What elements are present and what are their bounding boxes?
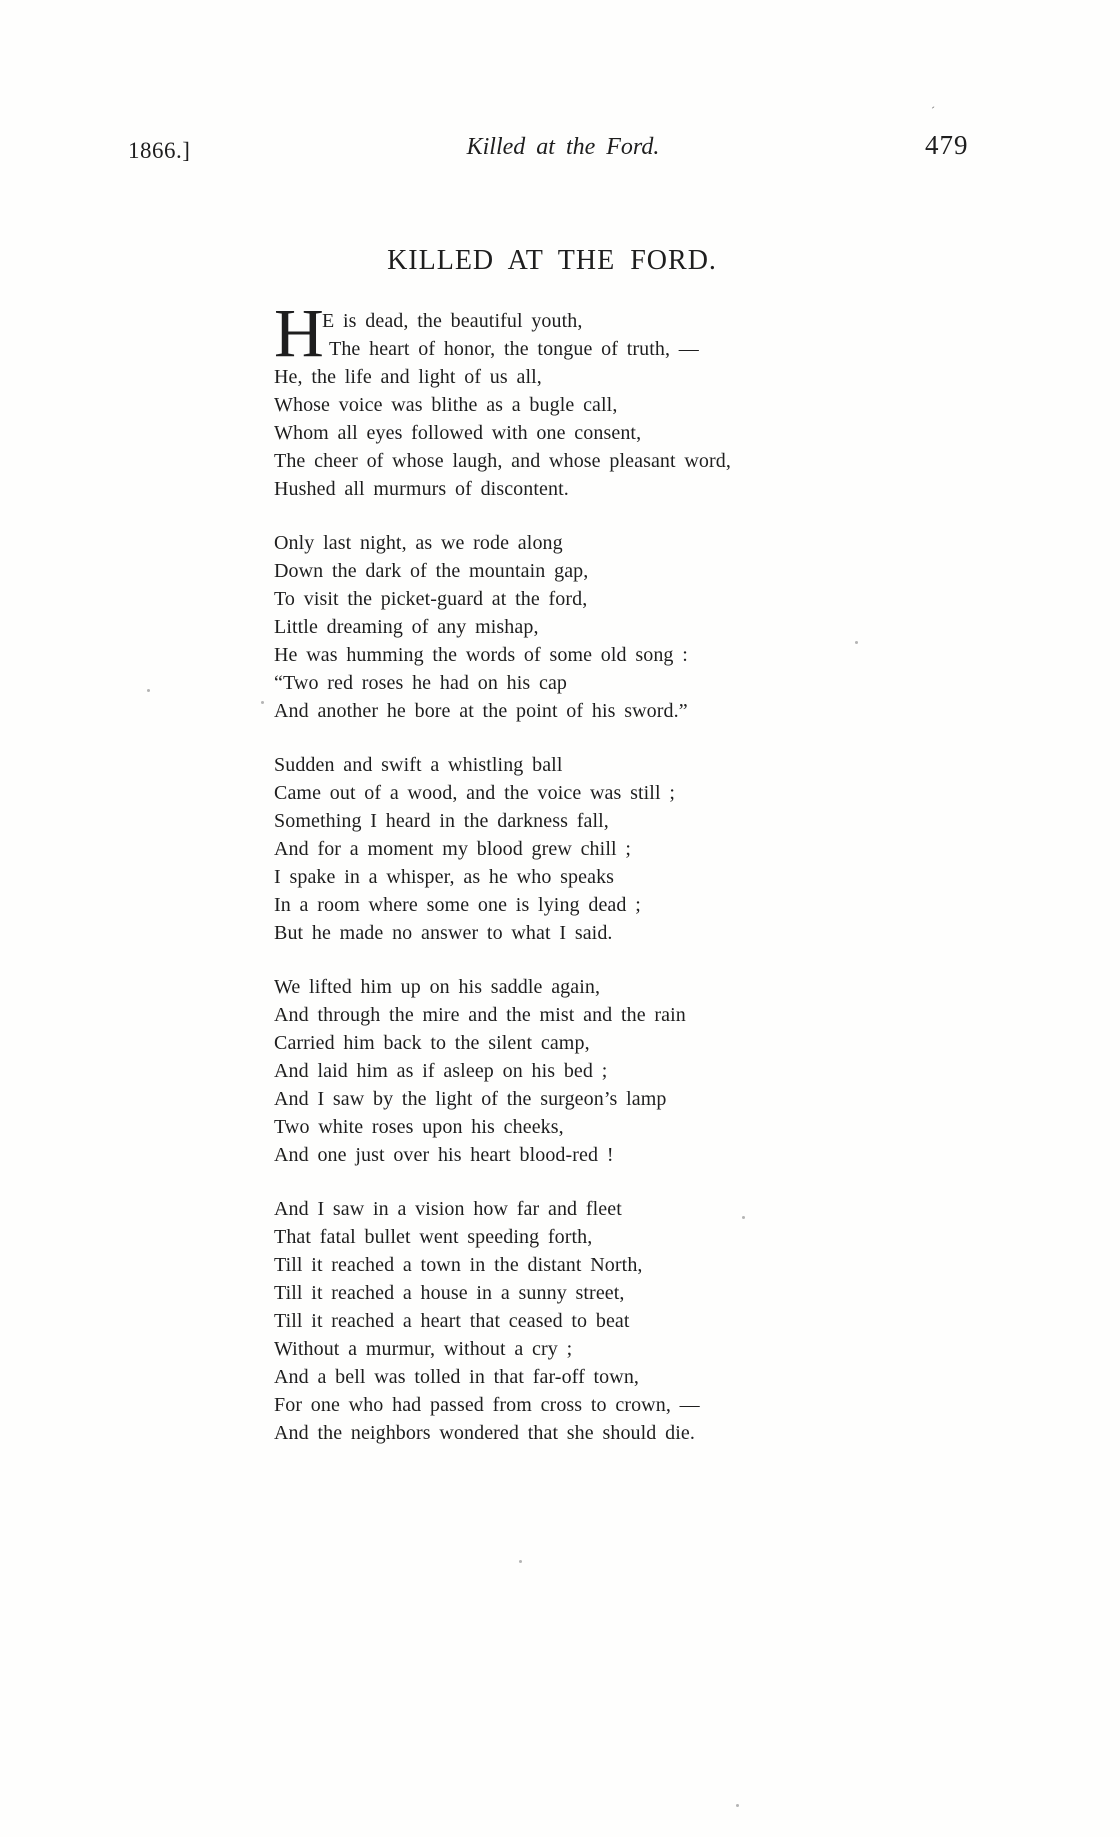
poem-line: Carried him back to the silent camp, [274,1032,590,1054]
poem-line: And the neighbors wondered that she should die. [274,1422,695,1444]
stanza-1 [274,295,731,503]
poem-line: In a room where some one is lying dead ; [274,894,641,916]
poem-line: The cheer of whose laugh, and whose pleasant word, [274,450,731,472]
poem-line: Something I heard in the darkness fall, [274,810,609,832]
poem-line: Little dreaming of any mishap, [274,616,539,638]
poem-line: And for a moment my blood grew chill ; [274,838,631,860]
header-page-number: 479 [925,130,969,160]
poem-line: Till it reached a house in a sunny street, [274,1282,625,1304]
poem-line: And another he bore at the point of his sword.” [274,700,688,722]
poem-line: Came out of a wood, and the voice was still ; [274,782,675,804]
poem-line: Whom all eyes followed with one consent, [274,422,642,444]
poem-line: And laid him as if asleep on his bed ; [274,1060,608,1082]
scan-speck [855,641,858,644]
poem-line: Sudden and swift a whistling ball [274,754,563,776]
scan-speck [147,689,150,692]
poem-line: We lifted him up on his saddle again, [274,976,601,998]
poem-line: To visit the picket-guard at the ford, [274,588,588,610]
scan-speck [261,701,264,704]
poem-line: Two white roses upon his cheeks, [274,1116,564,1138]
stanza-2 [274,529,731,725]
poem-line: And through the mire and the mist and the rain [274,1004,686,1026]
scan-speck [736,1804,739,1807]
poem-line: Hushed all murmurs of discontent. [274,478,569,500]
poem-line: And I saw in a vision how far and fleet [274,1198,622,1220]
poem-line: Whose voice was blithe as a bugle call, [274,394,618,416]
stanza-3 [274,751,731,947]
header-running-title: Killed at the Ford. [466,134,660,160]
poem-line: Till it reached a heart that ceased to beat [274,1310,630,1332]
scan-speck [742,1216,745,1219]
poem-line: And I saw by the light of the surgeon’s lamp [274,1088,667,1110]
poem-line: He, the life and light of us all, [274,366,542,388]
poem-line: But he made no answer to what I said. [274,922,613,944]
poem-line: E is dead, the beautiful youth, [322,310,583,332]
poem-line: “Two red roses he had on his cap [274,672,568,694]
scan-speck: ˊ [931,104,935,118]
poem-line: He was humming the words of some old song : [274,644,688,666]
poem-line: For one who had passed from cross to crown, — [274,1394,700,1416]
header-year: 1866.] [128,138,191,163]
poem-line: I spake in a whisper, as he who speaks [274,866,615,888]
stanza-4 [274,973,731,1169]
drop-cap: H [274,295,324,371]
poem-line: The heart of honor, the tongue of truth, — [329,338,699,360]
poem-line: Till it reached a town in the distant North, [274,1254,643,1276]
poem-line: Without a murmur, without a cry ; [274,1338,573,1360]
poem-line: And one just over his heart blood-red ! [274,1144,614,1166]
scan-speck [519,1560,522,1563]
poem-line: Only last night, as we rode along [274,532,563,554]
poem-body [274,295,731,1473]
poem-title: KILLED AT THE FORD. [387,245,717,276]
stanza-5 [274,1195,731,1447]
poem-line: That fatal bullet went speeding forth, [274,1226,593,1248]
poem-line: Down the dark of the mountain gap, [274,560,589,582]
poem-line: And a bell was tolled in that far-off town, [274,1366,640,1388]
